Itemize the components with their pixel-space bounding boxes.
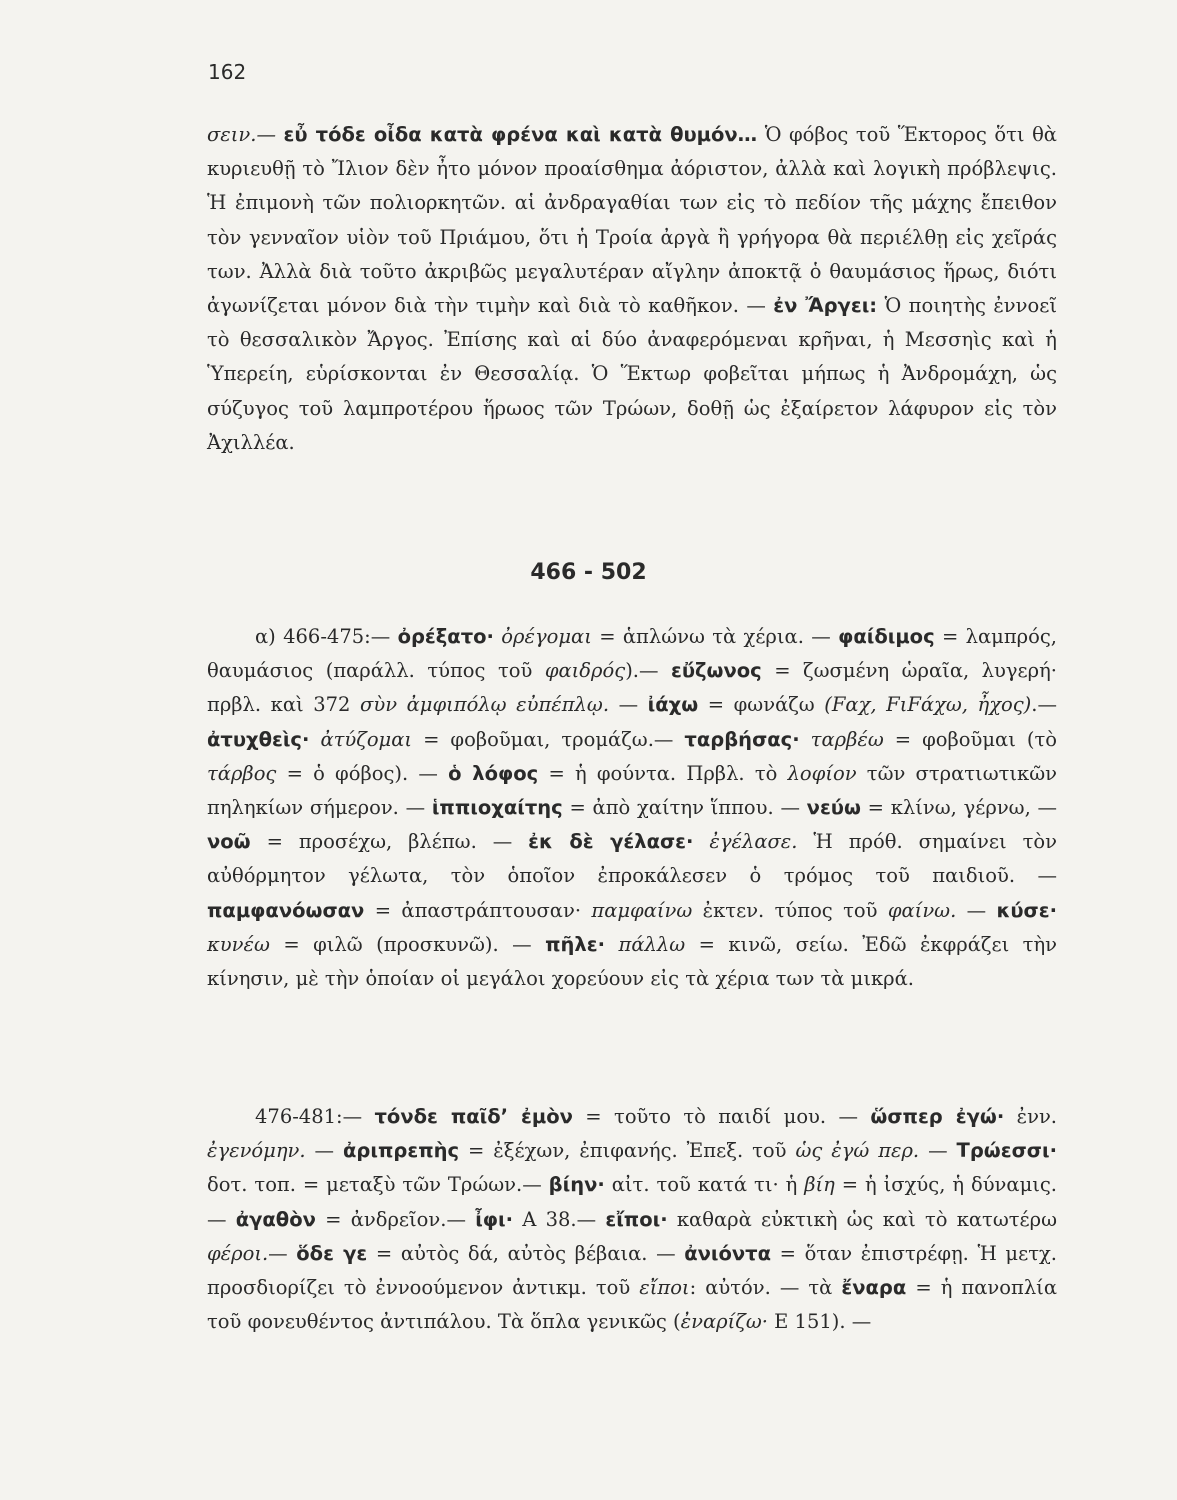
text-span: = ζωσμένη ὡραῖα, λυγερή· πρβλ. καὶ 372 (207, 659, 1057, 717)
text-span: σειν.— (207, 123, 284, 146)
text-span (309, 728, 320, 751)
italic-term: βίη (804, 1173, 835, 1197)
lemma: ἐκ δὲ γέλασε· (528, 830, 694, 854)
text-span: Ὁ ποιητὴς ἐννοεῖ τὸ θεσσαλικὸν Ἄργος. Ἐπίσης καὶ αἱ δύο ἀναφερόμεναι κρῆναι, ἡ Μεσσηὶς καὶ ἡ Ὑπερείη, εὑρίσκονται ἐν Θεσσαλίᾳ. Ὁ Ἕκτωρ φοβεῖται μήπως ἡ Ἀνδρομάχη, ὡς σύζυγος τοῦ λαμπροτέρου ἥρωος τῶν Τρώων, δοθῇ ὡς ἐξαίρετον λάφυρον εἰς τὸν Ἀχιλλέα. (207, 294, 1057, 454)
lemma: ἰάχω (647, 693, 699, 717)
lemma: ἀγαθὸν (235, 1207, 316, 1231)
lemma: ἐν Ἄργει: (773, 294, 878, 318)
text-span (605, 933, 618, 956)
lemma: ἱππιοχαίτης (431, 796, 563, 820)
italic-term: (Fαχ, FιFάχω, ἦχος) (824, 693, 1032, 717)
text-span: = αὐτὸς δά, αὐτὸς βέβαια. — (367, 1241, 685, 1265)
text-span: ἐνν. (1004, 1105, 1057, 1128)
italic-term: ὡς ἐγώ περ. (795, 1139, 920, 1163)
lemma: νεύω (806, 796, 861, 820)
lemma: βίην· (548, 1173, 605, 1197)
text-span: — (268, 1241, 297, 1265)
text-span (800, 728, 811, 751)
italic-term: ταρβέω (810, 727, 884, 751)
intro-paragraph (207, 118, 1057, 460)
text-span: Α 38.— (513, 1207, 606, 1231)
text-span (693, 830, 709, 853)
italic-term: ἐγενόμην. (207, 1139, 306, 1163)
italic-term: λοφίον (787, 761, 857, 785)
italic-term: ἐναρίζω· (680, 1310, 768, 1334)
text-span: 476-481:— (255, 1105, 375, 1128)
text-span: = ὅταν ἐπιστρέφῃ. Ἡ μετχ. προσδιορίζει τὸ ἐννοούμενον ἀντικμ. τοῦ (207, 1241, 1057, 1300)
text-span: = προσέχω, βλέπω. — (250, 830, 529, 854)
italic-term: φαίνω. (887, 898, 957, 922)
italic-term: παμφαίνω (591, 898, 693, 922)
text-span: = ἀνδρεῖον.— (315, 1207, 476, 1231)
text-span: δοτ. τοπ. = μεταξὺ τῶν Τρώων.— (207, 1173, 549, 1197)
italic-term: φέροι. (207, 1241, 269, 1265)
text-span: = κλίνω, γέρνω, — (860, 796, 1057, 820)
lemma: ὥσπερ ἐγώ· (870, 1105, 1005, 1128)
lemma: πῆλε· (545, 932, 606, 956)
text-span: .— (1031, 693, 1057, 717)
text-span: = ἁπλώνω τὰ χέρια. — (591, 625, 839, 648)
lemma: ἶφι· (475, 1207, 514, 1231)
text-span: = λαμπρός, θαυμάσιος (παράλλ. τύπος τοῦ (207, 625, 1057, 683)
page-number: 162 (208, 60, 247, 84)
lemma: εὖ τόδε οἶδα κατὰ φρένα καὶ κατὰ θυμόν… (283, 123, 758, 146)
text-span: = ἀπαστράπτουσαν· (364, 898, 592, 922)
commentary-block-b (207, 1100, 1057, 1339)
italic-term: ἀτύζομαι (320, 727, 413, 751)
text-span: = ἡ φούντα. Πρβλ. τὸ (538, 761, 788, 785)
lemma: ὀρέξατο· (397, 625, 494, 648)
italic-term: πάλλω (618, 932, 686, 956)
text-span: = φοβοῦμαι (τὸ (883, 727, 1058, 751)
italic-term: ἐγέλασε. (709, 830, 798, 854)
italic-term: τάρβος (207, 761, 277, 785)
lemma: Τρώεσσι· (956, 1139, 1057, 1163)
italic-term: σὺν ἀμφιπόλῳ εὐπέπλῳ. (360, 693, 610, 717)
lemma: ἀνιόντα (684, 1241, 772, 1265)
text-span: τῶν στρατιωτικῶν πηληκίων σήμερον. — (207, 761, 1057, 820)
text-span: — (609, 693, 648, 717)
italic-term: εἴποι (639, 1276, 690, 1300)
text-span: = φοβοῦμαι, τρομάζω.— (412, 727, 685, 751)
text-span: ).— (625, 659, 671, 683)
text-span: = φιλῶ (προσκυνῶ). — (269, 932, 546, 956)
text-span: καθαρὰ εὐκτικὴ ὡς καὶ τὸ κατωτέρω (667, 1207, 1057, 1231)
text-span: ἐκτεν. τύπος τοῦ (692, 898, 888, 922)
commentary-paragraph (207, 1100, 1057, 1339)
text-span: = τοῦτο τὸ παιδί μου. — (572, 1105, 871, 1128)
italic-term: φαιδρός (544, 659, 626, 683)
lemma: εὔζωνος (671, 659, 762, 683)
text-span: = κινῶ, σείω. Ἐδῶ ἐκφράζει τὴν κίνησιν, μὲ τὴν ὁποίαν οἱ μεγάλοι χορεύουν εἰς τὰ χέρια των τὰ μικρά. (207, 932, 1057, 991)
text-span: = ἐξέχων, ἐπιφανής. Ἐπεξ. τοῦ (459, 1139, 796, 1163)
text-span: = ἡ πανοπλία τοῦ φονευθέντος ἀντιπάλου. Τὰ ὅπλα γενικῶς ( (207, 1276, 1058, 1334)
lemma: φαίδιμος (838, 625, 935, 648)
italic-term: ὀρέγομαι (501, 625, 592, 648)
commentary-block-a (207, 620, 1057, 996)
text-span: Ε 151). — (767, 1310, 872, 1334)
section-heading: 466 - 502 (530, 560, 647, 585)
lemma: ὁ λόφος (448, 761, 539, 785)
text-span: — (956, 898, 997, 922)
text-span: αἰτ. τοῦ κατά τι· ἡ (604, 1173, 805, 1197)
lemma: ἀτυχθεὶς· (207, 727, 310, 751)
lemma: ὅδε γε (296, 1241, 368, 1265)
italic-term: κυνέω (207, 932, 270, 956)
text-span: — (305, 1139, 343, 1163)
lemma: ἔναρα (841, 1276, 907, 1300)
text-span: α) 466-475:— (255, 625, 398, 648)
lemma: παμφανόωσαν (207, 898, 365, 922)
text-span: = ἀπὸ χαίτην ἵππου. — (562, 796, 807, 820)
text-span: Ὁ φόβος τοῦ Ἕκτορος ὅτι θὰ κυριευθῇ τὸ Ἴλιον δὲν ἦτο μόνον προαίσθημα ἀόριστον, ἀλλὰ καὶ λογικὴ πρόβλεψις. Ἡ ἐπιμονὴ τῶν πολιορκητῶν. αἱ ἀνδραγαθίαι των εἰς τὸ πεδίον τῆς μάχης ἔπειθον τὸν γενναῖον υἱὸν τοῦ Πριάμου, ὅτι ἡ Τροία ἀργὰ ἢ γρήγορα θὰ περιέλθῃ εἰς χεῖράς των. Ἀλλὰ διὰ τοῦτο ἀκριβῶς μεγαλυτέραν αἴγλην ἀποκτᾷ ὁ θαυμάσιος ἥρως, διότι ἀγωνίζεται μόνον διὰ τὴν τιμὴν καὶ διὰ τὸ καθῆκον. — (207, 123, 1057, 318)
lemma: κύσε· (996, 898, 1057, 922)
text-span: : αὐτόν. — τὰ (689, 1276, 842, 1300)
text-span: = φωνάζω (698, 693, 825, 717)
lemma: εἴποι· (605, 1207, 668, 1231)
text-span: = ὁ φόβος). — (276, 761, 449, 785)
text-span: — (919, 1139, 957, 1163)
text-span: = ἡ ἰσχύς, ἡ δύναμις. — (207, 1173, 1058, 1231)
lemma: ταρβήσας· (684, 727, 800, 751)
commentary-paragraph (207, 620, 1057, 996)
text-span: Ἡ πρόθ. σημαίνει τὸν αὐθόρμητον γέλωτα, τὸν ὁποῖον ἐπροκάλεσεν ὁ τρόμος τοῦ παιδιοῦ. — (207, 830, 1057, 888)
lemma: νοῶ (207, 830, 251, 854)
lemma: ἀριπρεπὴς (343, 1139, 460, 1163)
lemma: τόνδε παῖδ’ ἐμὸν (374, 1105, 573, 1128)
intro-paragraph-block (207, 118, 1057, 460)
